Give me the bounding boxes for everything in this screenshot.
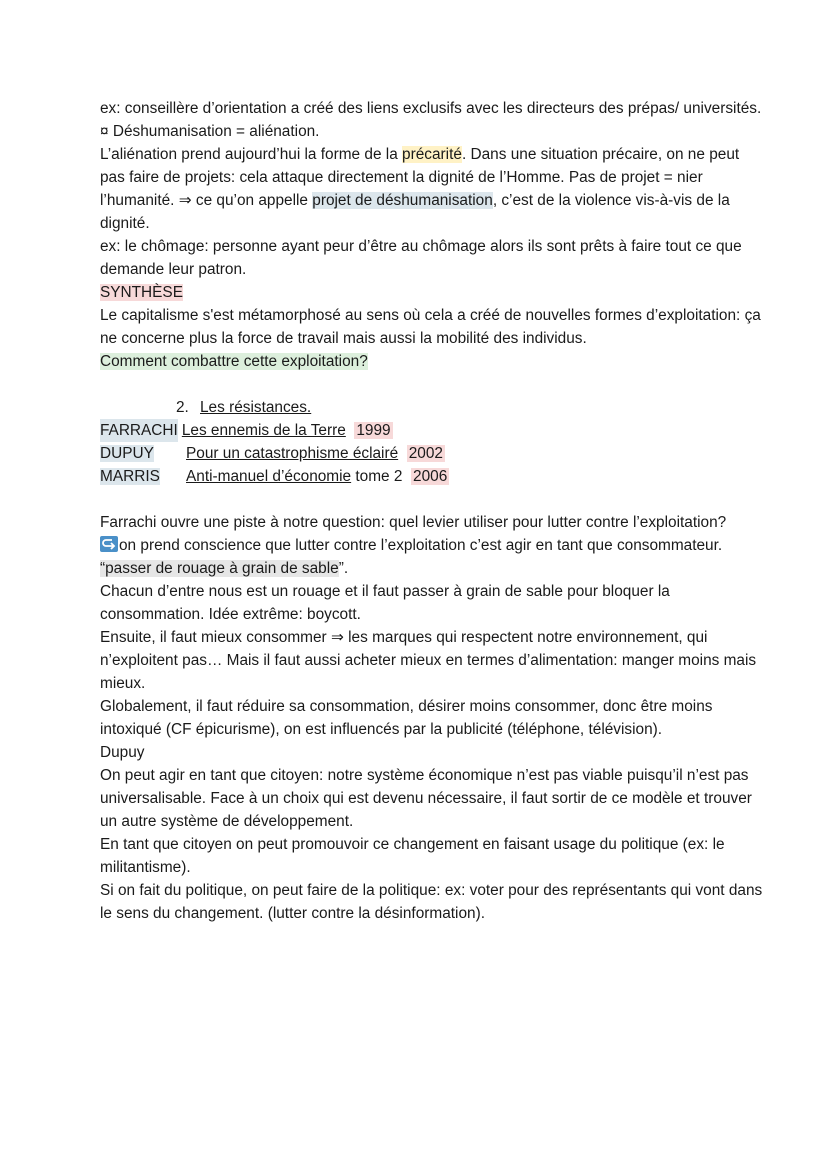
paragraph-rouage: Chacun d’entre nous est un rouage et il faut passer à grain de sable pour bloquer la consommation. Idée extrême: boycott. (100, 583, 670, 623)
text: L’aliénation prend aujourd’hui la forme de la (100, 146, 403, 163)
paragraph-mieux-consommer: Ensuite, il faut mieux consommer ⇒ les marques qui respectent notre environnement, qui n’exploitent pas… Mais il faut aussi acheter mieux en termes d’alimentation: manger moins mais mieux. (100, 629, 757, 692)
reference-title: Anti-manuel d’économie (186, 468, 352, 485)
paragraph-globalement: Globalement, il faut réduire sa consommation, désirer moins consommer, donc être moins intoxiqué (CF épicurisme), on est influencés par la publicité (téléphone, télévision). (100, 698, 713, 738)
synthese-label: SYNTHÈSE (100, 284, 183, 301)
references-list (100, 419, 768, 488)
paragraph-farrachi: Farrachi ouvre une piste à notre question: quel levier utiliser pour lutter contre l’exploitation? (100, 514, 727, 531)
section-heading (100, 396, 768, 419)
reference-year: 2006 (413, 468, 448, 485)
text: on prend conscience que lutter contre l’exploitation c’est agir en tant que consommateur. (119, 537, 723, 554)
reference-title: Les ennemis de la Terre (181, 422, 346, 439)
return-arrow-icon (100, 536, 118, 552)
reference-author: FARRACHI (100, 419, 178, 442)
paragraph-consommateur (100, 534, 768, 557)
reference-extra: tome 2 (351, 468, 403, 485)
paragraph-example-orientation: ex: conseillère d’orientation a créé des liens exclusifs avec les directeurs des prépas/ universités. (100, 100, 762, 117)
reference-row (100, 419, 768, 442)
reference-author: MARRIS (100, 468, 160, 485)
quote-end: ”. (338, 560, 349, 577)
quote-line (100, 557, 768, 580)
blank-line (100, 488, 768, 511)
paragraph-example-chomage: ex: le chômage: personne ayant peur d’être au chômage alors ils sont prêts à faire tout ce que demande leur patron. (100, 238, 742, 278)
synthese-heading (100, 281, 768, 304)
paragraph-citoyen: On peut agir en tant que citoyen: notre système économique n’est pas viable puisqu’il n’est pas universalisable. Face à un choix qui est devenu nécessaire, il faut sortir de ce modèle et trouver un autre système de développement. (100, 767, 752, 830)
reference-author-cell (100, 465, 186, 488)
reference-year: 2002 (408, 445, 443, 462)
highlight-projet-deshumanisation: projet de déshumanisation (312, 192, 493, 209)
paragraph-synthese: Le capitalisme s'est métamorphosé au sens où cela a créé de nouvelles formes d’exploitation: ça ne concerne plus la force de travail mais aussi la mobilité des individus. (100, 307, 761, 347)
section-number: 2. (176, 399, 189, 416)
paragraph-alienation (100, 143, 768, 235)
reference-row (100, 442, 768, 465)
paragraph-dupuy-label: Dupuy (100, 744, 145, 761)
text: , c’est de la violence vis-à-vis de la dignité. (100, 192, 730, 232)
paragraph-promouvoir: En tant que citoyen on peut promouvoir ce changement en faisant usage du politique (ex: le militantisme). (100, 836, 725, 876)
blank-line (100, 373, 768, 396)
paragraph-politique: Si on fait du politique, on peut faire de la politique: ex: voter pour des représentants qui vont dans le sens du changement. (lutter contre la désinformation). (100, 882, 763, 922)
reference-author-cell (100, 442, 186, 465)
reference-author: DUPUY (100, 445, 154, 462)
paragraph-dehumanisation: ¤ Déshumanisation = aliénation. (100, 123, 320, 140)
reference-year: 1999 (356, 422, 391, 439)
question-highlight: Comment combattre cette exploitation? (100, 353, 368, 370)
quote-highlight: “passer de rouage à grain de sable (100, 560, 339, 577)
question-line (100, 350, 768, 373)
reference-row (100, 465, 768, 488)
highlight-precarite: précarité (402, 146, 462, 163)
text: . Dans une situation précaire, on ne peut pas faire de projets: cela attaque directement la dignité de l’Homme. Pas de projet = nier l’humanité. ⇒ ce qu’on appelle (100, 146, 740, 209)
section-title: Les résistances. (200, 399, 312, 416)
reference-title: Pour un catastrophisme éclairé (186, 445, 399, 462)
